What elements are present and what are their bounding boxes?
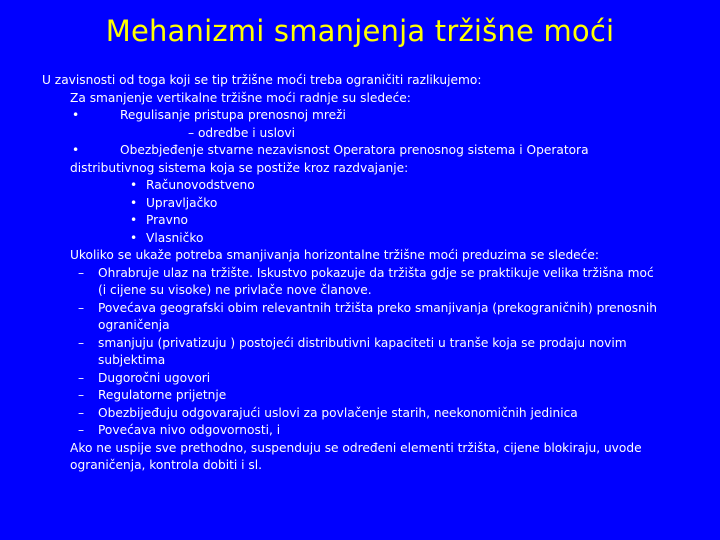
bullet-marker: • <box>130 230 138 245</box>
dash-marker: – <box>78 335 85 350</box>
sub-item <box>188 125 692 143</box>
dash-item-text: Obezbijeđuju odgovarajući uslovi za povlačenje starih, neekonomičnih jedinica <box>98 405 578 420</box>
dash-marker: – <box>78 423 85 437</box>
slide-title: Mehanizmi smanjenja tržišne moći <box>105 14 615 48</box>
list-item-text: Pravno <box>146 213 189 227</box>
bullet-marker: • <box>72 108 80 122</box>
list-item-text: Vlasničko <box>146 230 204 245</box>
bullet-marker: • <box>72 143 80 157</box>
closing-paragraph: Ako ne uspije sve prethodno, suspenduju se određeni elementi tržišta, cijene blokiraju, uvode ograničenja, kontrola dobiti i sl. <box>70 440 642 472</box>
dash-marker: – <box>78 300 85 315</box>
bullet-marker: • <box>130 178 138 192</box>
dash-marker: – <box>78 388 85 402</box>
dash-marker: – <box>78 405 85 420</box>
list-item <box>130 212 692 230</box>
dash-item <box>78 300 663 335</box>
dash-item <box>78 265 663 300</box>
dash-item-text: Dugoročni ugovori <box>98 370 211 385</box>
dash-item-text: smanjuju (privatizuju ) postojeći distributivni kapaciteti u tranše koja se prodaju novim subjektima <box>98 335 627 367</box>
bullet-text: Regulisanje pristupa prenosnoj mreži <box>120 108 346 122</box>
list-item-text: Računovodstveno <box>146 178 255 192</box>
dash-item <box>78 335 663 370</box>
dash-item-text: Regulatorne prijetnje <box>98 388 227 402</box>
dash-item <box>78 422 692 440</box>
bullet-text: Obezbjeđenje stvarne nezavisnost Operatora prenosnog sistema i Operatora distributivnog sistema koja se postiže kroz razdvajanje: <box>70 143 589 175</box>
vertical-heading: Za smanjenje vertikalne tržišne moći radnje su sledeće: <box>70 90 411 105</box>
list-item <box>130 177 692 195</box>
list-item-text: Upravljačko <box>146 195 218 210</box>
bullet-marker: • <box>130 213 138 227</box>
dash-item <box>78 405 692 423</box>
list-item <box>130 230 692 248</box>
bullet-item <box>72 107 692 125</box>
sub-item-text: – odredbe i uslovi <box>188 125 296 140</box>
horizontal-heading: Ukoliko se ukaže potreba smanjivanja horizontalne tržišne moći preduzima se sledeće: <box>70 248 599 262</box>
dash-item-text: Ohrabruje ulaz na tržište. Iskustvo pokazuje da tržišta gdje se praktikuje velika tržišna moć (i cijene su visoke) ne privlače nove članove. <box>98 265 654 297</box>
dash-marker: – <box>78 265 85 280</box>
bullet-marker: • <box>130 195 138 210</box>
slide-body <box>42 72 692 475</box>
list-item <box>130 195 692 213</box>
dash-marker: – <box>78 370 85 385</box>
dash-item-text: Povećava geografski obim relevantnih tržišta preko smanjivanja (prekograničnih) prenosnih ograničenja <box>98 300 657 332</box>
dash-item <box>78 370 692 388</box>
dash-item-text: Povećava nivo odgovornosti, i <box>98 423 281 437</box>
bullet-item <box>70 142 670 177</box>
intro-line: U zavisnosti od toga koji se tip tržišne moći treba ograničiti razlikujemo: <box>42 73 482 87</box>
dash-item <box>78 387 692 405</box>
